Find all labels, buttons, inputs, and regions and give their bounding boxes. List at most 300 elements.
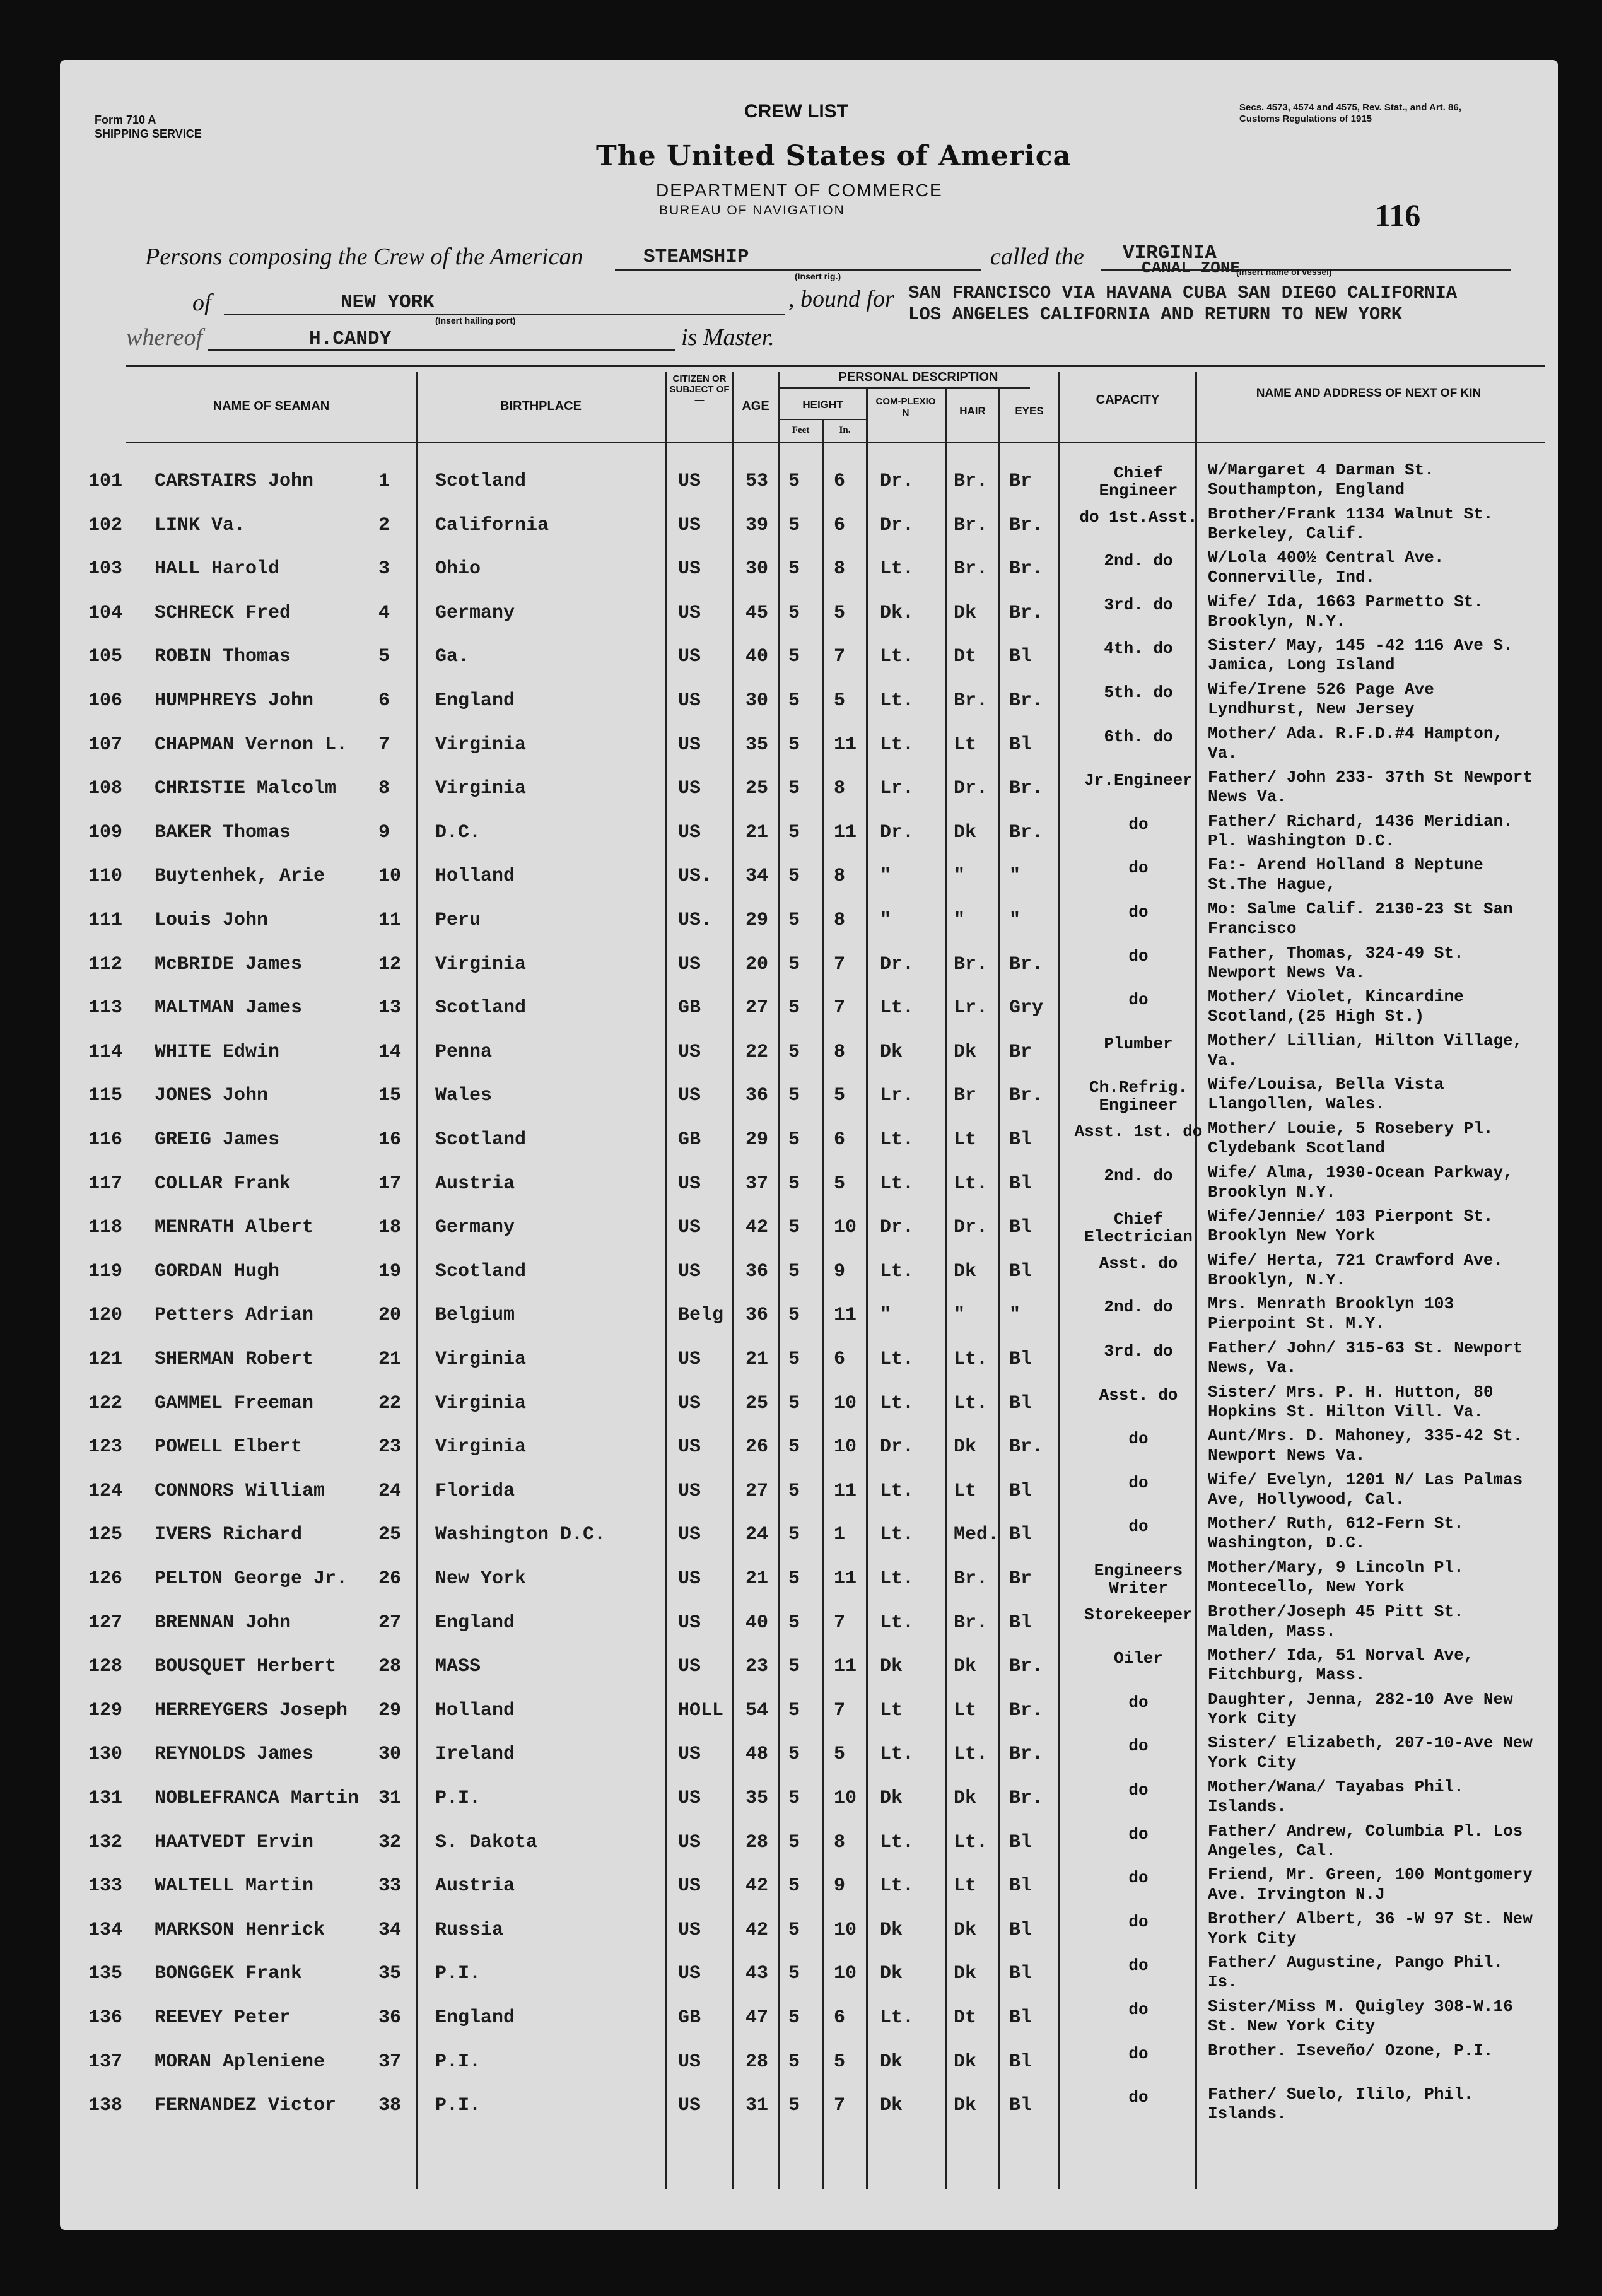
birthplace: Virginia <box>435 734 527 756</box>
hair-color: Dk <box>954 602 977 624</box>
eye-color: Br. <box>1009 1743 1044 1766</box>
complexion: Lt. <box>880 997 915 1019</box>
seaman-index: 3 <box>378 558 390 580</box>
citizenship: US <box>678 1743 701 1766</box>
next-of-kin: Sister/ Elizabeth, 207-10-Ave New York City <box>1208 1733 1533 1772</box>
capacity: do <box>1128 858 1149 878</box>
country-heading: The United States of America <box>596 140 1072 172</box>
destination-line-2: LOS ANGELES CALIFORNIA AND RETURN TO NEW YORK <box>908 304 1403 325</box>
age: 45 <box>745 602 769 624</box>
next-of-kin: Mother/ Ruth, 612-Fern St. Washington, D.C. <box>1208 1514 1464 1553</box>
age: 31 <box>745 2095 769 2117</box>
next-of-kin: Father/ Richard, 1436 Meridian. Pl. Washington D.C. <box>1208 811 1513 850</box>
row-ref-number: 129 <box>88 1699 123 1721</box>
citizenship: US <box>678 690 701 712</box>
vessel-rig: STEAMSHIP <box>643 246 749 268</box>
capacity: do <box>1128 1824 1149 1844</box>
hair-color: Lt <box>954 1480 977 1502</box>
complexion: Dk <box>880 1788 903 1809</box>
height-feet: 5 <box>788 734 800 756</box>
eye-color: Gry <box>1009 997 1044 1019</box>
row-ref-number: 116 <box>88 1129 123 1151</box>
hair-color: " <box>954 1304 966 1327</box>
next-of-kin: Wife/ Alma, 1930-Ocean Parkway, Brooklyn N.Y. <box>1208 1163 1513 1202</box>
seaman-name: NOBLEFRANCA Martin <box>155 1788 360 1809</box>
next-of-kin: Mother/ Lillian, Hilton Village, Va. <box>1208 1031 1523 1070</box>
complexion: Dk <box>880 1656 903 1678</box>
hair-color: Dk <box>954 1260 977 1282</box>
hair-color: Br. <box>954 514 988 536</box>
eye-color: Bl <box>1009 1129 1032 1151</box>
height-inches: 7 <box>834 1612 846 1634</box>
seaman-index: 14 <box>378 1041 402 1063</box>
statute-reference: Secs. 4573, 4574 and 4575, Rev. Stat., and Art. 86, Customs Regulations of 1915 <box>1239 102 1461 124</box>
age: 21 <box>745 821 769 843</box>
col-header-feet: Feet <box>792 425 810 435</box>
age: 39 <box>745 514 769 536</box>
capacity: 3rd. do <box>1104 595 1173 614</box>
row-ref-number: 125 <box>88 1524 123 1546</box>
height-feet: 5 <box>788 471 800 492</box>
row-ref-number: 128 <box>88 1656 123 1678</box>
capacity: do <box>1128 1692 1149 1712</box>
height-feet: 5 <box>788 1392 800 1414</box>
height-inches: 7 <box>834 2095 846 2117</box>
complexion: Lt. <box>880 2007 915 2029</box>
seaman-index: 31 <box>378 1788 402 1809</box>
rig-hint: (Insert rig.) <box>795 271 841 281</box>
hair-color: Lr. <box>954 997 988 1019</box>
eye-color: Br. <box>1009 602 1044 624</box>
eye-color: Bl <box>1009 1173 1032 1195</box>
complexion: Lt. <box>880 1875 915 1897</box>
seaman-name: SHERMAN Robert <box>155 1349 314 1370</box>
hair-color: Br. <box>954 558 988 580</box>
complexion: Dk. <box>880 602 915 624</box>
complexion: Dr. <box>880 953 915 975</box>
form-title: CREW LIST <box>744 101 848 122</box>
hair-color: Dt <box>954 646 977 668</box>
height-feet: 5 <box>788 1349 800 1370</box>
age: 48 <box>745 1743 769 1766</box>
citizenship: US <box>678 1612 701 1634</box>
eye-color: Br. <box>1009 1085 1044 1107</box>
citizenship: US <box>678 646 701 668</box>
birthplace: Wales <box>435 1085 493 1107</box>
capacity: Jr.Engineer <box>1084 771 1193 790</box>
capacity: do <box>1128 2000 1149 2019</box>
birthplace: Holland <box>435 1699 515 1721</box>
table-row <box>0 1381 1602 1426</box>
seaman-index: 32 <box>378 1831 402 1853</box>
height-inches: 6 <box>834 471 846 492</box>
height-inches: 11 <box>834 1480 857 1502</box>
height-inches: 5 <box>834 2051 846 2073</box>
birthplace: Peru <box>435 910 481 931</box>
row-ref-number: 126 <box>88 1568 123 1590</box>
age: 27 <box>745 997 769 1019</box>
next-of-kin: Mother/ Violet, Kincardine Scotland,(25 High St.) <box>1208 987 1464 1026</box>
hair-color: Br. <box>954 1612 988 1634</box>
department-heading: DEPARTMENT OF COMMERCE <box>656 180 943 200</box>
table-row <box>0 1776 1602 1820</box>
height-feet: 5 <box>788 1260 800 1282</box>
table-row <box>0 459 1602 503</box>
seaman-name: ROBIN Thomas <box>155 646 291 668</box>
next-of-kin: Father, Thomas, 324-49 St. Newport News Va. <box>1208 943 1464 982</box>
seaman-index: 33 <box>378 1875 402 1897</box>
row-ref-number: 108 <box>88 778 123 800</box>
seaman-name: HUMPHREYS John <box>155 690 314 712</box>
height-feet: 5 <box>788 1699 800 1721</box>
hair-color: Dr. <box>954 778 988 800</box>
birthplace: New York <box>435 1568 527 1590</box>
complexion: " <box>880 910 892 931</box>
complexion: Dr. <box>880 1436 915 1458</box>
destination-line-1: SAN FRANCISCO VIA HAVANA CUBA SAN DIEGO CALIFORNIA <box>908 283 1458 303</box>
eye-color: Bl <box>1009 1217 1032 1239</box>
table-row <box>0 1162 1602 1206</box>
age: 26 <box>745 1436 769 1458</box>
complexion: Dr. <box>880 514 915 536</box>
citizenship: GB <box>678 1129 701 1151</box>
seaman-name: BAKER Thomas <box>155 821 291 843</box>
table-row <box>0 1513 1602 1557</box>
height-feet: 5 <box>788 1788 800 1809</box>
seaman-index: 8 <box>378 778 390 800</box>
age: 36 <box>745 1085 769 1107</box>
row-ref-number: 106 <box>88 690 123 712</box>
next-of-kin: Wife/Irene 526 Page Ave Lyndhurst, New Jersey <box>1208 680 1434 718</box>
seaman-name: BRENNAN John <box>155 1612 291 1634</box>
master-name: H.CANDY <box>309 328 392 350</box>
birthplace: Virginia <box>435 778 527 800</box>
table-row <box>0 986 1602 1030</box>
next-of-kin: Father/ John/ 315-63 St. Newport News, Va. <box>1208 1338 1523 1377</box>
complexion: Lr. <box>880 778 915 800</box>
height-inches: 5 <box>834 602 846 624</box>
eye-color: " <box>1009 1304 1021 1327</box>
age: 42 <box>745 1919 769 1941</box>
citizenship: US <box>678 2095 701 2117</box>
height-feet: 5 <box>788 821 800 843</box>
eye-color: Bl <box>1009 734 1032 756</box>
next-of-kin: Wife/Louisa, Bella Vista Llangollen, Wales. <box>1208 1075 1444 1114</box>
age: 30 <box>745 690 769 712</box>
seaman-name: Louis John <box>155 910 269 931</box>
capacity: 2nd. do <box>1104 551 1173 571</box>
hair-color: Dk <box>954 2095 977 2117</box>
capacity: do <box>1128 1781 1149 1800</box>
height-feet: 5 <box>788 1041 800 1063</box>
whereof-label: whereof <box>126 324 203 351</box>
seaman-name: MALTMAN James <box>155 997 303 1019</box>
complexion: Dr. <box>880 821 915 843</box>
citizenship: Belg <box>678 1304 724 1327</box>
row-ref-number: 133 <box>88 1875 123 1897</box>
height-feet: 5 <box>788 602 800 624</box>
age: 40 <box>745 646 769 668</box>
hair-color: Br. <box>954 953 988 975</box>
next-of-kin: Brother/ Albert, 36 -W 97 St. New York City <box>1208 1909 1533 1948</box>
hair-color: Dk <box>954 1919 977 1941</box>
age: 53 <box>745 471 769 492</box>
citizenship: GB <box>678 2007 701 2029</box>
height-feet: 5 <box>788 1919 800 1941</box>
eye-color: Br. <box>1009 821 1044 843</box>
birthplace: California <box>435 514 549 536</box>
row-ref-number: 122 <box>88 1392 123 1414</box>
complexion: Lt. <box>880 690 915 712</box>
birthplace: Ga. <box>435 646 470 668</box>
citizenship: US <box>678 821 701 843</box>
row-ref-number: 130 <box>88 1743 123 1766</box>
hair-color: Br. <box>954 690 988 712</box>
next-of-kin: Brother/Frank 1134 Walnut St. Berkeley, Calif. <box>1208 504 1494 543</box>
birthplace: Scotland <box>435 1260 527 1282</box>
table-row <box>0 503 1602 548</box>
next-of-kin: Fa:- Arend Holland 8 Neptune St.The Hague, <box>1208 855 1483 894</box>
seaman-name: REEVEY Peter <box>155 2007 291 2029</box>
eye-color: Bl <box>1009 1524 1032 1546</box>
citizenship: US <box>678 1788 701 1809</box>
age: 54 <box>745 1699 769 1721</box>
row-ref-number: 119 <box>88 1260 123 1282</box>
capacity: do 1st.Asst. <box>1079 507 1198 527</box>
is-master-label: is Master. <box>681 324 775 351</box>
seaman-index: 35 <box>378 1963 402 1985</box>
hair-color: Dk <box>954 1788 977 1809</box>
row-ref-number: 137 <box>88 2051 123 2073</box>
row-ref-number: 105 <box>88 646 123 668</box>
birthplace: England <box>435 690 515 712</box>
complexion: Lt. <box>880 558 915 580</box>
height-inches: 11 <box>834 1656 857 1678</box>
complexion: Dk <box>880 1963 903 1985</box>
seaman-name: GORDAN Hugh <box>155 1260 280 1282</box>
seaman-name: GAMMEL Freeman <box>155 1392 314 1414</box>
seaman-index: 16 <box>378 1129 402 1151</box>
seaman-index: 27 <box>378 1612 402 1634</box>
height-inches: 10 <box>834 1436 857 1458</box>
seaman-name: CHAPMAN Vernon L. <box>155 734 348 756</box>
table-row <box>0 898 1602 942</box>
table-row <box>0 1205 1602 1250</box>
complexion: " <box>880 865 892 887</box>
row-ref-number: 114 <box>88 1041 123 1063</box>
eye-color: Br <box>1009 1041 1032 1063</box>
bureau-heading: BUREAU OF NAVIGATION <box>659 203 845 218</box>
row-ref-number: 109 <box>88 821 123 843</box>
citizenship: US <box>678 602 701 624</box>
height-feet: 5 <box>788 1129 800 1151</box>
row-ref-number: 112 <box>88 953 123 975</box>
seaman-name: McBRIDE James <box>155 953 303 975</box>
eye-color: Bl <box>1009 1875 1032 1897</box>
table-row <box>0 1996 1602 2040</box>
next-of-kin: Mrs. Menrath Brooklyn 103 Pierpoint St. M.Y. <box>1208 1294 1454 1333</box>
citizenship: HOLL <box>678 1699 724 1721</box>
age: 21 <box>745 1349 769 1370</box>
height-feet: 5 <box>788 2007 800 2029</box>
complexion: Lt. <box>880 1173 915 1195</box>
seaman-index: 25 <box>378 1524 402 1546</box>
eye-color: Bl <box>1009 1392 1032 1414</box>
seaman-index: 4 <box>378 602 390 624</box>
seaman-name: MORAN Apleniene <box>155 2051 325 2073</box>
row-ref-number: 101 <box>88 471 123 492</box>
next-of-kin: Daughter, Jenna, 282-10 Ave New York City <box>1208 1689 1513 1728</box>
row-ref-number: 138 <box>88 2095 123 2117</box>
next-of-kin: Friend, Mr. Green, 100 Montgomery Ave. Irvington N.J <box>1208 1865 1533 1904</box>
col-header-hair: HAIR <box>959 405 986 417</box>
complexion: Dk <box>880 1919 903 1941</box>
table-row <box>0 1952 1602 1996</box>
height-feet: 5 <box>788 2095 800 2117</box>
seaman-name: CONNORS William <box>155 1480 325 1502</box>
birthplace: Russia <box>435 1919 504 1941</box>
hair-color: Dk <box>954 1656 977 1678</box>
age: 42 <box>745 1875 769 1897</box>
seaman-name: WALTELL Martin <box>155 1875 314 1897</box>
next-of-kin: Mother/Wana/ Tayabas Phil. Islands. <box>1208 1778 1464 1816</box>
eye-color: Br. <box>1009 778 1044 800</box>
height-feet: 5 <box>788 1173 800 1195</box>
next-of-kin: Wife/ Evelyn, 1201 N/ Las Palmas Ave, Hollywood, Cal. <box>1208 1470 1523 1509</box>
height-inches: 6 <box>834 514 846 536</box>
age: 34 <box>745 865 769 887</box>
age: 24 <box>745 1524 769 1546</box>
table-row <box>0 1118 1602 1162</box>
citizenship: GB <box>678 997 701 1019</box>
col-header-citizen: CITIZEN OR SUBJECT OF— <box>669 373 730 406</box>
age: 47 <box>745 2007 769 2029</box>
height-feet: 5 <box>788 1656 800 1678</box>
eye-color: Bl <box>1009 2007 1032 2029</box>
next-of-kin: Mo: Salme Calif. 2130-23 St San Francisco <box>1208 899 1513 938</box>
complexion: " <box>880 1304 892 1327</box>
capacity: do <box>1128 946 1149 966</box>
seaman-name: JONES John <box>155 1085 269 1107</box>
col-header-complexion: COM-PLEXION <box>875 396 936 418</box>
birthplace: D.C. <box>435 821 481 843</box>
height-feet: 5 <box>788 1743 800 1766</box>
height-inches: 7 <box>834 1699 846 1721</box>
capacity: do <box>1128 1912 1149 1931</box>
table-row <box>0 1557 1602 1601</box>
vessel-name: VIRGINIA <box>1123 242 1217 264</box>
complexion: Lt. <box>880 1392 915 1414</box>
row-ref-number: 134 <box>88 1919 123 1941</box>
seaman-name: LINK Va. <box>155 514 246 536</box>
age: 35 <box>745 734 769 756</box>
capacity: 2nd. do <box>1104 1297 1173 1317</box>
height-feet: 5 <box>788 1963 800 1985</box>
capacity: do <box>1128 990 1149 1010</box>
citizenship: US <box>678 1041 701 1063</box>
height-inches: 11 <box>834 1304 857 1327</box>
next-of-kin: W/Lola 400½ Central Ave. Connerville, Ind. <box>1208 548 1444 587</box>
height-inches: 8 <box>834 778 846 800</box>
table-row <box>0 1074 1602 1118</box>
personal-desc-rule <box>778 387 1030 389</box>
col-header-personal: PERSONAL DESCRIPTION <box>838 370 998 384</box>
table-row <box>0 1030 1602 1074</box>
age: 28 <box>745 1831 769 1853</box>
seaman-name: MENRATH Albert <box>155 1217 314 1239</box>
height-feet: 5 <box>788 953 800 975</box>
capacity: Asst. 1st. do <box>1074 1122 1203 1141</box>
citizenship: US <box>678 1392 701 1414</box>
birthplace: Washington D.C. <box>435 1524 606 1546</box>
col-header-birthplace: BIRTHPLACE <box>500 399 582 413</box>
eye-color: Bl <box>1009 1480 1032 1502</box>
capacity: Storekeeper <box>1084 1605 1193 1624</box>
next-of-kin: Father/ Augustine, Pango Phil. Is. <box>1208 1953 1504 1992</box>
col-header-kin: NAME AND ADDRESS OF NEXT OF KIN <box>1256 387 1482 400</box>
table-row <box>0 723 1602 767</box>
seaman-name: FERNANDEZ Victor <box>155 2095 337 2117</box>
capacity: do <box>1128 2088 1149 2107</box>
hair-color: Dk <box>954 2051 977 2073</box>
height-inches: 6 <box>834 2007 846 2029</box>
seaman-name: MARKSON Henrick <box>155 1919 325 1941</box>
table-row <box>0 1820 1602 1865</box>
form-number: Form 710 A <box>95 114 156 126</box>
seaman-name: REYNOLDS James <box>155 1743 314 1766</box>
complexion: Lt. <box>880 1129 915 1151</box>
complexion: Dr. <box>880 1217 915 1239</box>
seaman-index: 36 <box>378 2007 402 2029</box>
complexion: Dk <box>880 2095 903 2117</box>
seaman-name: SCHRECK Fred <box>155 602 291 624</box>
page-number: 116 <box>1375 197 1421 233</box>
citizenship: US <box>678 1524 701 1546</box>
citizenship: US. <box>678 865 713 887</box>
seaman-name: BOUSQUET Herbert <box>155 1656 337 1678</box>
birthplace: Scotland <box>435 997 527 1019</box>
row-ref-number: 107 <box>88 734 123 756</box>
age: 28 <box>745 2051 769 2073</box>
row-ref-number: 124 <box>88 1480 123 1502</box>
age: 27 <box>745 1480 769 1502</box>
capacity: do <box>1128 814 1149 834</box>
hair-color: Lt <box>954 734 977 756</box>
height-inches: 9 <box>834 1260 846 1282</box>
height-feet: 5 <box>788 910 800 931</box>
seaman-index: 18 <box>378 1217 402 1239</box>
capacity: Chief Electrician <box>1084 1210 1193 1247</box>
age: 30 <box>745 558 769 580</box>
height-inches: 10 <box>834 1919 857 1941</box>
birthplace: Austria <box>435 1875 515 1897</box>
table-top-rule <box>126 365 1545 367</box>
capacity: Ch.Refrig. Engineer <box>1089 1078 1188 1115</box>
birthplace: S. Dakota <box>435 1831 538 1853</box>
height-inches: 8 <box>834 1041 846 1063</box>
eye-color: Br. <box>1009 690 1044 712</box>
eye-color: Bl <box>1009 646 1032 668</box>
next-of-kin: Aunt/Mrs. D. Mahoney, 335-42 St. Newport News Va. <box>1208 1426 1523 1465</box>
table-row <box>0 1337 1602 1381</box>
height-feet: 5 <box>788 997 800 1019</box>
shipping-service-label: SHIPPING SERVICE <box>95 127 202 140</box>
next-of-kin: Mother/ Ida, 51 Norval Ave, Fitchburg, Mass. <box>1208 1646 1474 1685</box>
hair-color: Lt. <box>954 1743 988 1766</box>
capacity: 4th. do <box>1104 639 1173 659</box>
eye-color: Bl <box>1009 1349 1032 1370</box>
capacity: do <box>1128 1517 1149 1537</box>
